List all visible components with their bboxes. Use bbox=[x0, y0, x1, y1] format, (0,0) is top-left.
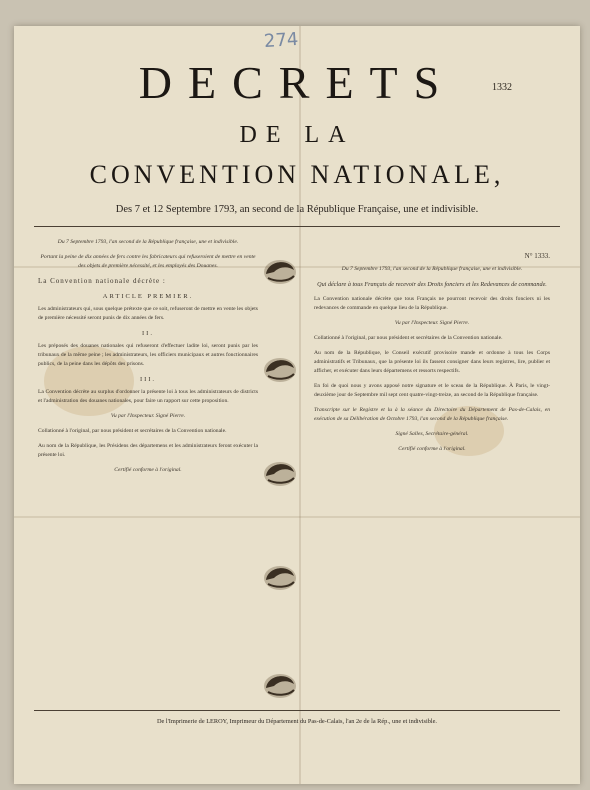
divider bbox=[34, 226, 560, 227]
subtitle: Des 7 et 12 Septembre 1793, an second de la République Française, une et indivisible. bbox=[115, 204, 479, 215]
signature-line: Signé Salles, Secrétaire-général. bbox=[395, 431, 469, 437]
certification: Certifié conforme à l'original. bbox=[114, 467, 182, 473]
certification: Certifié conforme à l'original. bbox=[398, 446, 466, 452]
lead-text: La Convention nationale décrète que tous Français ne pourront recevoir des droits fonciers ni les redevances de commande en quelque lieu de la République. bbox=[314, 296, 550, 311]
catalog-mark: 274 bbox=[263, 28, 300, 53]
fold-crease bbox=[14, 516, 580, 518]
right-column bbox=[314, 252, 550, 454]
intro-summary: Portant la peine de dix années de fers contre les fabricateurs qui refuseroient de mettre en vente des objets de première nécessité, et les employés des Douanes. bbox=[40, 254, 256, 269]
seal-icon bbox=[260, 252, 300, 286]
page-title: DECRETS bbox=[138, 57, 456, 108]
paragraph: Les administrateurs qui, sous quelque prétexte que ce soit, refuseront de mettre en vente les objets de première nécessité seront punis de dix années de fers. bbox=[38, 306, 258, 321]
signature-line: Vu par l'Inspecteur. Signé Pierre. bbox=[110, 413, 186, 419]
paragraph: En foi de quoi nous y avons apposé notre signature et le sceau de la République. À Paris, le vingt-deuxième jour de Septembre mil sept cent quatre-vingt-treize, an second de la République française. bbox=[314, 383, 550, 398]
lead-text: La Convention nationale décrète : bbox=[38, 277, 166, 285]
intro-date: Du 7 Septembre 1793, l'an second de la République française, une et indivisible. bbox=[341, 266, 523, 272]
seal-icon bbox=[260, 666, 300, 700]
section-heading: ARTICLE PREMIER. bbox=[102, 293, 194, 300]
divider bbox=[34, 710, 560, 711]
paragraph: La Convention décrète au surplus d'ordonner la présente loi à tous les administrateurs de districts et l'administration des douanes nationales, pour faire un rapport sur cette proposition. bbox=[38, 389, 258, 404]
printer-imprint: De l'Imprimerie de LEROY, Imprimeur du Département du Pas-de-Calais, l'an 2e de la Rép., une et indivisible. bbox=[156, 718, 437, 725]
paragraph: Les préposés des douanes nationales qui refuseront d'effectuer ladite loi, seront punis par les tribunaux de la même peine ; les administrateurs, les officiers municipaux et autres fonctionnaires publics, de la peine dans les dépôts des prisons. bbox=[38, 343, 258, 367]
intro-date: Du 7 Septembre 1793, l'an second de la République française, une et indivisible. bbox=[57, 239, 239, 245]
left-column bbox=[38, 238, 258, 475]
seal-icon bbox=[260, 454, 300, 488]
paragraph: Transcripte sur le Registre et lu à la séance du Directoire du Département de Pas-de-Calais, en exécution de sa Délibération de Octobre 1793, l'an second de la République française. bbox=[314, 407, 550, 422]
section-heading: II. bbox=[142, 330, 154, 337]
section-heading: III. bbox=[139, 376, 157, 383]
collation-note: Collationné à l'original, par nous président et secrétaires de la Convention nationale. bbox=[38, 428, 227, 434]
paragraph: Au nom de la République, le Conseil exécutif provisoire mande et ordonne à tous les Corps administratifs et Tribunaux, que la présente loi ils fassent consigner dans leurs registres, lire, publier et afficher, et exécuter dans leurs départemens et ressorts respectifs. bbox=[314, 350, 550, 374]
authority-paragraph: Au nom de la République, les Présidens des départemens et les administrateurs feront exécuter la présente loi. bbox=[38, 443, 258, 458]
seal-icon bbox=[260, 350, 300, 384]
decree-number: N° 1333. bbox=[524, 252, 550, 260]
title-de-la: DE LA bbox=[239, 122, 355, 148]
decree-sheet bbox=[14, 26, 580, 784]
signature-line: Vu par l'Inspecteur. Signé Pierre. bbox=[394, 320, 470, 326]
intro-summary: Qui déclare à tous Français de recevoir des Droits fonciers et les Redevances de commande. bbox=[317, 281, 547, 288]
title-convention: CONVENTION NATIONALE, bbox=[89, 160, 505, 189]
seal-icon bbox=[260, 558, 300, 592]
collation-note: Collationné à l'original, par nous président et secrétaires de la Convention nationale. bbox=[314, 335, 503, 341]
decree-number: 1332 bbox=[492, 82, 512, 93]
